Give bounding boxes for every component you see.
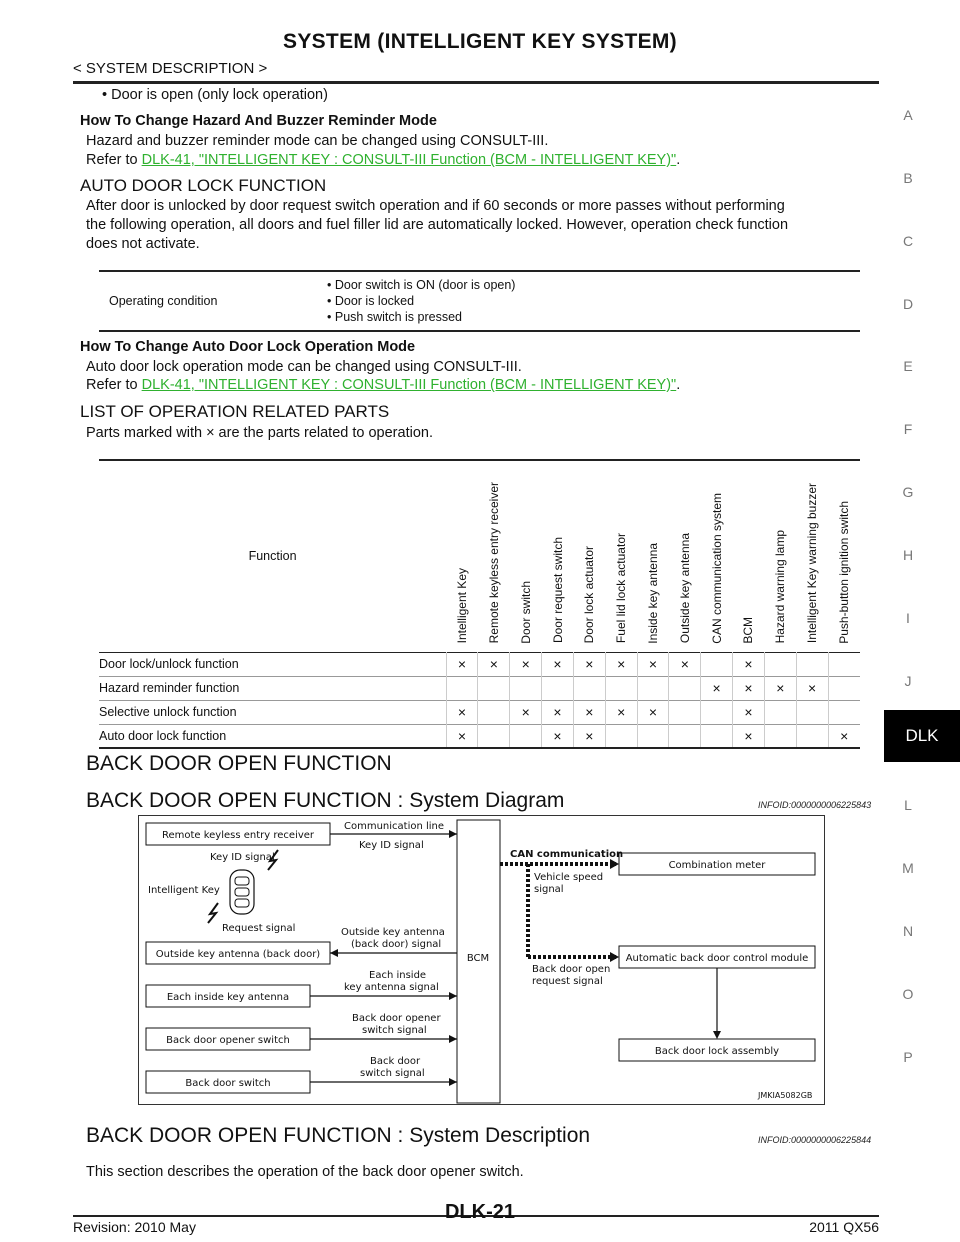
section-index-letter[interactable]: C [902, 233, 914, 249]
box-remote-keyless [146, 823, 330, 845]
row-label: Door lock/unlock function [99, 657, 239, 671]
table-cell: × [605, 700, 637, 724]
table-cell: × [637, 700, 669, 724]
section-index-letter[interactable]: F [903, 421, 913, 437]
label-opener-2: switch signal [362, 1025, 427, 1036]
desc-heading: BACK DOOR OPEN FUNCTION : System Description [86, 1124, 591, 1147]
section-index-letter[interactable]: E [903, 358, 913, 374]
table-cell: × [542, 724, 574, 748]
row-label: Hazard reminder function [99, 681, 240, 695]
table-cell [828, 652, 860, 676]
section-index-letter[interactable]: B [903, 170, 913, 186]
table-cell [796, 652, 828, 676]
table-cell [478, 676, 510, 700]
diagram-infoid: INFOID:0000000006225843 [758, 800, 872, 810]
label-can-communication: CAN communication [510, 849, 624, 860]
column-header: Hazard warning lamp [773, 530, 788, 644]
page-title: SYSTEM (INTELLIGENT KEY SYSTEM) [283, 30, 677, 53]
bullet-door-open: • Door is open (only lock operation) [102, 87, 328, 103]
condition-item: • Push switch is pressed [327, 310, 462, 324]
table-cell [764, 652, 796, 676]
table-cell [637, 676, 669, 700]
table-cell [637, 724, 669, 748]
box-opener-switch [146, 1028, 310, 1050]
label-request-signal: Request signal [222, 923, 296, 934]
table-row [99, 700, 860, 724]
table-cell [764, 700, 796, 724]
page-subtitle: < SYSTEM DESCRIPTION > [73, 60, 268, 77]
svg-text:BCM: BCM [466, 953, 490, 964]
desc-infoid: INFOID:0000000006225844 [758, 1135, 872, 1145]
table-cell [510, 724, 542, 748]
table-row [99, 724, 860, 748]
operating-condition-table [99, 270, 860, 332]
box-combination-meter [619, 853, 815, 875]
box-back-door-lock-assembly [619, 1039, 815, 1061]
section-index-letter[interactable]: M [902, 860, 914, 876]
label-intelligent-key: Intelligent Key [148, 885, 220, 896]
table-cell [701, 652, 733, 676]
column-header: Intelligent Key [455, 568, 470, 644]
row-label: Selective unlock function [99, 705, 237, 719]
column-header: Door lock actuator [582, 546, 597, 644]
auto-lock-line-1: After door is unlocked by door request switch operation and if 60 seconds or more passes without performing [86, 198, 785, 214]
section-index-letter[interactable]: N [902, 923, 914, 939]
figure-id: JMKIA5082GB [758, 1091, 813, 1100]
label-back-door-2: switch signal [360, 1068, 425, 1079]
column-header: Outside key antenna [677, 533, 692, 644]
label-vehicle-speed-1: Vehicle speed [534, 872, 604, 883]
table-cell [669, 724, 701, 748]
box-back-door-switch [146, 1071, 310, 1093]
column-header: Inside key antenna [645, 542, 660, 644]
label-inside-antenna-1: Each inside [369, 970, 427, 981]
table-cell [510, 676, 542, 700]
auto-change-heading: How To Change Auto Door Lock Operation Mode [80, 339, 416, 355]
table-cell: × [446, 700, 478, 724]
svg-text:Back door switch: Back door switch [185, 1078, 271, 1089]
footer-model: 2011 QX56 [809, 1219, 879, 1235]
column-header: Door switch [518, 580, 533, 644]
table-cell [605, 676, 637, 700]
column-header: Push-button ignition switch [837, 500, 852, 644]
list-heading: LIST OF OPERATION RELATED PARTS [80, 402, 390, 421]
label-inside-antenna-2: key antenna signal [344, 982, 439, 993]
box-outside-antenna [146, 942, 330, 964]
table-cell [669, 700, 701, 724]
table-cell: × [796, 676, 828, 700]
section-index-letter[interactable]: D [902, 296, 914, 312]
table-cell: × [510, 652, 542, 676]
section-tab-dlk[interactable]: DLK [884, 710, 960, 762]
hazard-heading: How To Change Hazard And Buzzer Reminder Mode [80, 113, 437, 129]
table-row [99, 652, 860, 676]
list-intro: Parts marked with × are the parts related to operation. [86, 425, 433, 441]
table-cell: × [669, 652, 701, 676]
table-cell [764, 724, 796, 748]
back-door-heading: BACK DOOR OPEN FUNCTION [86, 752, 392, 775]
section-index-letter[interactable]: H [902, 547, 914, 563]
footer-page-number: DLK-21 [444, 1201, 515, 1223]
table-cell [605, 724, 637, 748]
table-cell: × [573, 700, 605, 724]
condition-label: Operating condition [109, 294, 218, 308]
auto-change-refer: Refer to DLK-41, "INTELLIGENT KEY : CONSULT-III Function (BCM - INTELLIGENT KEY)". [86, 377, 681, 393]
table-cell: × [573, 652, 605, 676]
svg-text:Remote keyless entry receiver: Remote keyless entry receiver [161, 830, 315, 841]
hazard-line: Hazard and buzzer reminder mode can be changed using CONSULT-III. [86, 133, 549, 149]
refer-link-1[interactable]: DLK-41, "INTELLIGENT KEY : CONSULT-III Function (BCM - INTELLIGENT KEY)" [141, 152, 677, 168]
label-back-door-1: Back door [370, 1056, 421, 1067]
table-cell [542, 676, 574, 700]
diagram-heading: BACK DOOR OPEN FUNCTION : System Diagram [86, 789, 565, 812]
table-cell: × [542, 700, 574, 724]
table-cell: × [573, 724, 605, 748]
section-index-letter[interactable]: O [902, 986, 914, 1002]
label-outside-antenna-1: Outside key antenna [341, 927, 445, 938]
table-cell: × [542, 652, 574, 676]
auto-lock-line-2: the following operation, all doors and fuel filler lid are automatically locked. However, operation check function [86, 217, 789, 233]
label-key-id-small: Key ID signal [210, 852, 275, 863]
table-cell [796, 700, 828, 724]
box-inside-antenna [146, 985, 310, 1007]
table-cell: × [733, 724, 765, 748]
table-cell [828, 700, 860, 724]
table-cell: × [733, 700, 765, 724]
table-cell: × [478, 652, 510, 676]
condition-item: • Door is locked [327, 294, 415, 308]
table-cell [828, 676, 860, 700]
hazard-refer: Refer to DLK-41, "INTELLIGENT KEY : CONSULT-III Function (BCM - INTELLIGENT KEY)". [86, 152, 681, 168]
section-index-letter[interactable]: L [904, 797, 912, 813]
table-cell [669, 676, 701, 700]
table-cell: × [701, 676, 733, 700]
section-index-letter[interactable]: G [902, 484, 914, 500]
column-header: Intelligent Key warning buzzer [805, 483, 820, 644]
svg-text:Automatic back door control mo: Automatic back door control module [625, 953, 809, 964]
table-cell: × [446, 652, 478, 676]
system-diagram [138, 815, 825, 1105]
row-label: Auto door lock function [99, 728, 227, 743]
section-index-letter[interactable]: P [903, 1049, 913, 1065]
table-cell [478, 724, 510, 748]
table-cell [701, 724, 733, 748]
footer-revision: Revision: 2010 May [73, 1219, 196, 1235]
condition-item: • Door switch is ON (door is open) [327, 278, 516, 292]
table-cell: × [828, 724, 860, 748]
column-header: Fuel lid lock actuator [614, 533, 629, 644]
table-cell: × [637, 652, 669, 676]
svg-text:Outside key antenna (back door: Outside key antenna (back door) [155, 949, 321, 960]
label-outside-antenna-2: (back door) signal [351, 939, 442, 950]
table-cell [796, 724, 828, 748]
label-open-request-2: request signal [532, 976, 603, 987]
column-header: Door request switch [550, 537, 565, 644]
section-index-letter[interactable]: A [903, 107, 913, 123]
header-rule [73, 81, 879, 84]
operation-parts-table [99, 459, 860, 749]
column-header: BCM [741, 616, 756, 644]
label-opener-1: Back door opener [352, 1013, 441, 1024]
section-index-letter[interactable]: I [906, 610, 910, 626]
table-cell: × [510, 700, 542, 724]
table-cell: × [764, 676, 796, 700]
svg-text:Back door opener switch: Back door opener switch [166, 1035, 290, 1046]
table-cell: × [733, 676, 765, 700]
label-key-id-signal: Key ID signal [359, 840, 424, 851]
box-back-door-control-module [619, 946, 815, 968]
function-header: Function [248, 549, 297, 564]
auto-change-line: Auto door lock operation mode can be changed using CONSULT-III. [86, 359, 522, 375]
label-vehicle-speed-2: signal [534, 884, 564, 895]
label-open-request-1: Back door open [532, 964, 611, 975]
svg-text:Combination meter: Combination meter [668, 860, 766, 871]
refer-link-2[interactable]: DLK-41, "INTELLIGENT KEY : CONSULT-III Function (BCM - INTELLIGENT KEY)" [141, 377, 677, 393]
table-cell: × [605, 652, 637, 676]
table-cell: × [446, 724, 478, 748]
table-cell [701, 700, 733, 724]
box-bcm [457, 820, 500, 1103]
column-header: CAN communication system [709, 492, 724, 644]
auto-lock-heading: AUTO DOOR LOCK FUNCTION [80, 176, 327, 195]
table-cell: × [733, 652, 765, 676]
table-row [99, 676, 860, 700]
svg-text:Back door lock assembly: Back door lock assembly [654, 1046, 780, 1057]
label-communication-line: Communication line [344, 821, 445, 832]
desc-text: This section describes the operation of the back door opener switch. [86, 1164, 524, 1180]
svg-text:Each inside key antenna: Each inside key antenna [166, 992, 290, 1003]
table-cell [446, 676, 478, 700]
auto-lock-line-3: does not activate. [86, 236, 200, 252]
table-cell [478, 700, 510, 724]
table-cell [573, 676, 605, 700]
section-index-letter[interactable]: J [904, 673, 912, 689]
column-header: Remote keyless entry receiver [486, 482, 501, 644]
